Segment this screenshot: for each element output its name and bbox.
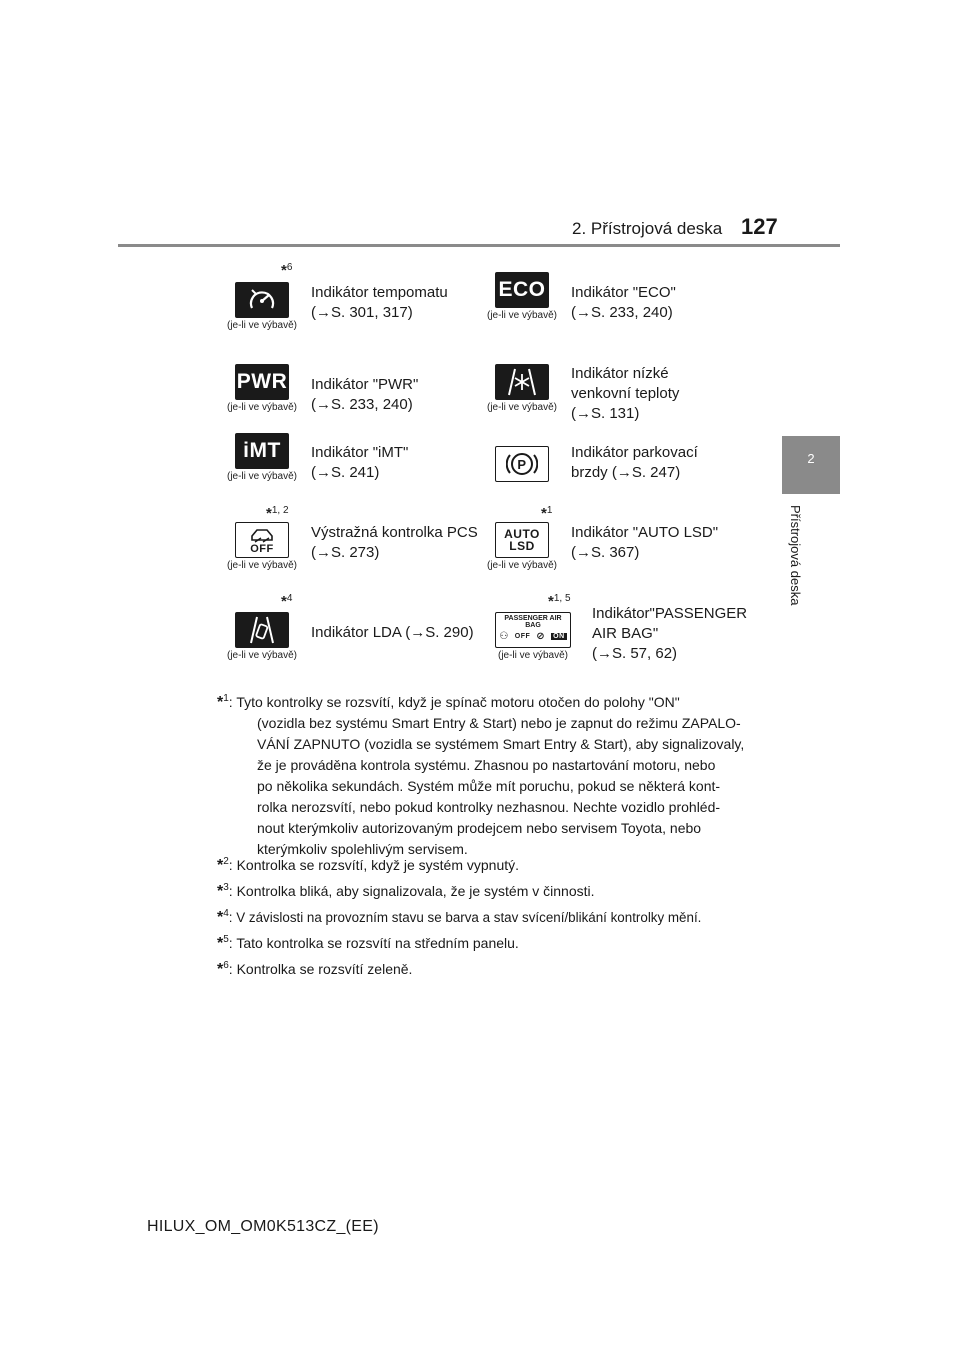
pwr-icon: PWR	[235, 364, 289, 400]
eco-icon: ECO	[495, 272, 549, 308]
airbag-on-label: ON	[553, 633, 565, 640]
imt-icon: iMT	[235, 433, 289, 469]
availability-note: (je-li ve výbavě)	[226, 560, 298, 571]
availability-note: (je-li ve výbavě)	[497, 650, 569, 661]
indicator-description: Indikátor LDA (→S. 290)	[311, 624, 474, 641]
footnote: *$^4$: V závislosti na provozním stavu se barva a stav svícení/blikání kontrolky mění.	[217, 908, 702, 926]
footnote-mark: *$^4$	[281, 593, 293, 610]
indicator-cell	[482, 272, 562, 322]
indicator-description: Indikátor parkovací brzdy (→S. 247)	[571, 444, 698, 481]
pcs-off-label: OFF	[250, 542, 274, 555]
airbag-seat-icon: ⚇	[499, 631, 509, 642]
svg-text:P: P	[517, 457, 527, 472]
indicator-cell	[494, 612, 572, 662]
airbag-off-label: OFF	[514, 633, 531, 640]
auto-lsd-icon: AUTO LSD	[495, 522, 549, 558]
indicator-description: Indikátor "PWR" (→S. 233, 240)	[311, 376, 419, 413]
footnote-key: *$^2$	[217, 856, 229, 874]
availability-note: (je-li ve výbavě)	[486, 402, 558, 413]
airbag-seat-icon: ⊘	[536, 631, 546, 642]
indicator-cell	[222, 433, 302, 483]
indicator-cell	[222, 612, 302, 662]
section-title: 2. Přístrojová deska	[572, 219, 723, 238]
indicator-cell	[222, 364, 302, 414]
document-code: HILUX_OM_OM0K513CZ_(EE)	[147, 1218, 379, 1235]
footnote-key: *$^5$	[217, 934, 229, 952]
indicator-description: Výstražná kontrolka PCS (→S. 273)	[311, 524, 478, 561]
indicator-description: Indikátor "iMT" (→S. 241)	[311, 444, 409, 481]
passenger-airbag-label: PASSENGER AIR BAG	[504, 615, 562, 629]
indicator-cell	[222, 522, 302, 572]
footnote-key: *$^1$	[217, 693, 229, 711]
footnote: *$^5$: Tato kontrolka se rozsvítí na středním panelu.	[217, 934, 519, 952]
parking-brake-icon	[495, 446, 549, 482]
lda-icon	[235, 612, 289, 648]
footnote-mark: *$^1$	[541, 505, 553, 522]
availability-note: (je-li ve výbavě)	[226, 320, 298, 331]
footnote-mark: *$^{1, 2}$	[266, 505, 289, 522]
indicator-description: Indikátor"PASSENGER AIR BAG" (→S. 57, 62)	[592, 605, 748, 662]
availability-note: (je-li ve výbavě)	[226, 402, 298, 413]
footnote-key: *$^4$	[217, 908, 229, 926]
footnote: *$^3$: Kontrolka bliká, aby signalizovala, že je systém v činnosti.	[217, 882, 595, 900]
indicator-description: Indikátor tempomatu (→S. 301, 317)	[311, 284, 448, 321]
footnote: *$^1$: Tyto kontrolky se rozsvítí, když je spínač motoru otočen do polohy "ON" (vozidla bez systému Smart Entry & Start) nebo je zapnut do režimu ZAPALO- VÁNÍ ZAPNUTO (vozidla se systémem Smart Entry & Start), aby signalizovaly, že je prováděna kontrola systému. Zhasnou po nastartování motoru, nebo po několika sekundách. Systém může mít poruchu, pokud se některá kont- rolka nerozsvítí, nebo pokud kontrolky nezhasnou. Nechte vozidlo prohléd- nout kterýmkoliv autorizovaným prodejcem nebo servisem Toyota, nebo kterýmkoliv spolehlivým servisem.	[217, 693, 745, 857]
indicator-description: Indikátor nízké venkovní teploty (→S. 131)	[571, 365, 680, 422]
passenger-airbag-icon	[495, 612, 571, 648]
footnote-key: *$^6$	[217, 960, 229, 978]
chapter-tab-label: Přístrojová deska	[788, 505, 803, 606]
footnote-mark: *$^{1, 5}$	[548, 593, 571, 610]
low-temp-icon	[495, 364, 549, 400]
availability-note: (je-li ve výbavě)	[486, 310, 558, 321]
availability-note: (je-li ve výbavě)	[486, 560, 558, 571]
availability-note: (je-li ve výbavě)	[226, 650, 298, 661]
footnote: *$^2$: Kontrolka se rozsvítí, když je systém vypnutý.	[217, 856, 520, 874]
footnote: *$^6$: Kontrolka se rozsvítí zeleně.	[217, 960, 413, 978]
indicator-description: Indikátor "ECO" (→S. 233, 240)	[571, 284, 676, 321]
header-divider	[118, 244, 840, 247]
indicator-cell	[482, 522, 562, 572]
indicator-cell	[222, 282, 302, 332]
chapter-tab-number: 2	[807, 451, 815, 466]
footnote-mark: *$^6$	[281, 262, 293, 279]
pcs-warning-icon	[235, 522, 289, 558]
availability-note: (je-li ve výbavě)	[226, 471, 298, 482]
cruise-control-icon	[235, 282, 289, 318]
indicator-cell	[482, 446, 562, 482]
indicator-cell	[482, 364, 562, 414]
page-number: 127	[741, 214, 778, 239]
footnote-key: *$^3$	[217, 882, 229, 900]
indicator-description: Indikátor "AUTO LSD" (→S. 367)	[571, 524, 719, 561]
